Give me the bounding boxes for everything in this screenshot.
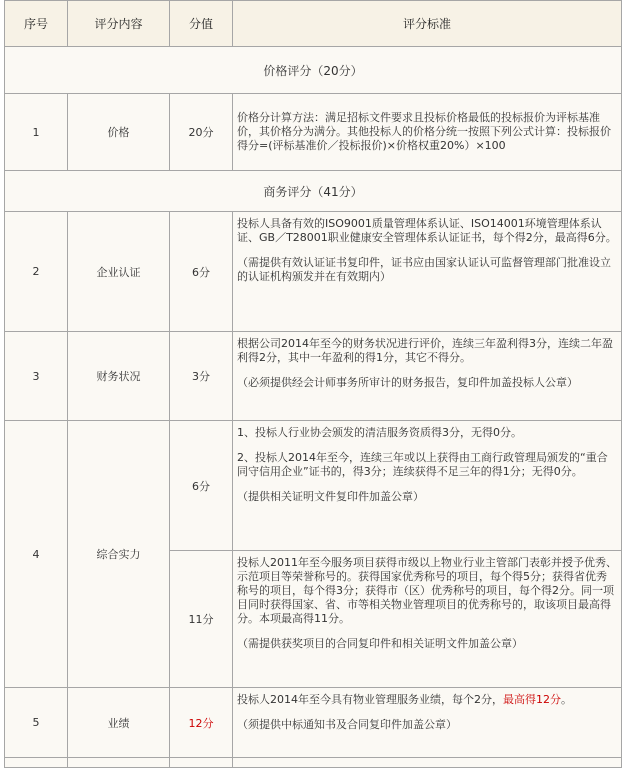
row-standard xyxy=(233,551,622,688)
row-standard xyxy=(233,332,622,421)
standard-paragraph: 投标人具备有效的ISO9001质量管理体系认证、ISO14001环境管理体系认证、GB／T28001职业健康安全管理体系认证证书，每个得2分，最高得6分。 xyxy=(237,217,617,244)
row-score: 11分 xyxy=(170,551,233,688)
row-score: 12分 xyxy=(170,688,233,758)
empty-cell xyxy=(233,758,622,768)
header-standard: 评分标准 xyxy=(233,1,622,47)
standard-paragraph: 投标人2011年至今服务项目获得市级以上物业行业主管部门表彰并授予优秀、示范项目等荣誉称号的。获得国家优秀称号的项目，每个得5分；获得省优秀称号的项目，每个得3分；获得市（区）优秀称号的项目，每个得2分。同一项目同时获得国家、省、市等相关物业管理项目的优秀称号的，取该项目最高得分。本项最高得11分。 xyxy=(237,556,617,625)
row-standard xyxy=(233,688,622,758)
scoring-table xyxy=(4,0,622,768)
row-content: 业绩 xyxy=(68,688,170,758)
standard-note: （必须提供经会计师事务所审计的财务报告，复印件加盖投标人公章） xyxy=(237,376,578,389)
highlight-text: 最高得12分 xyxy=(503,693,561,706)
header-seq: 序号 xyxy=(5,1,68,47)
row-content: 综合实力 xyxy=(68,421,170,688)
standard-paragraph: 2、投标人2014年至今，连续三年或以上获得由工商行政管理局颁发的“重合同守信用企业”证书的，得3分；连续获得不足三年的得1分；无得0分。 xyxy=(237,451,608,478)
table-row xyxy=(5,212,622,332)
empty-cell xyxy=(170,758,233,768)
row-seq: 4 xyxy=(5,421,68,688)
standard-paragraph xyxy=(237,693,617,707)
header-content: 评分内容 xyxy=(68,1,170,47)
table-row xyxy=(5,332,622,421)
empty-cell xyxy=(5,758,68,768)
empty-cell xyxy=(68,758,170,768)
section-row-price xyxy=(5,47,622,94)
row-score: 20分 xyxy=(170,94,233,171)
row-seq: 2 xyxy=(5,212,68,332)
row-score: 6分 xyxy=(170,212,233,332)
standard-text: 。 xyxy=(561,693,572,706)
section-business-title: 商务评分（41分） xyxy=(5,171,622,212)
row-content: 财务状况 xyxy=(68,332,170,421)
row-standard: 价格分计算方法：满足招标文件要求且投标价格最低的投标报价为评标基准价，其价格分为满分。其他投标人的价格分统一按照下列公式计算：投标报价得分=(评标基准价／投标报价)×价格权重20%）×100 xyxy=(233,94,622,171)
section-price-title: 价格评分（20分） xyxy=(5,47,622,94)
table-row xyxy=(5,421,622,551)
row-standard xyxy=(233,212,622,332)
standard-paragraph: 1、投标人行业协会颁发的清洁服务资质得3分，无得0分。 xyxy=(237,426,522,439)
standard-note: （需提供获奖项目的合同复印件和相关证明文件加盖公章） xyxy=(237,637,523,650)
table-row xyxy=(5,688,622,758)
row-seq: 1 xyxy=(5,94,68,171)
standard-note: （提供相关证明文件复印件加盖公章） xyxy=(237,490,424,503)
table-row xyxy=(5,94,622,171)
table-row-cut xyxy=(5,758,622,768)
header-score: 分值 xyxy=(170,1,233,47)
standard-note: （需提供有效认证证书复印件，证书应由国家认证认可监督管理部门批准设立的认证机构颁发并在有效期内） xyxy=(237,256,611,283)
standard-paragraph: 根据公司2014年至今的财务状况进行评价，连续三年盈利得3分，连续二年盈利得2分，其中一年盈利的得1分，其它不得分。 xyxy=(237,337,613,364)
row-score: 3分 xyxy=(170,332,233,421)
row-standard xyxy=(233,421,622,551)
row-content: 价格 xyxy=(68,94,170,171)
section-row-business xyxy=(5,171,622,212)
row-score: 6分 xyxy=(170,421,233,551)
header-row xyxy=(5,1,622,47)
row-seq: 3 xyxy=(5,332,68,421)
row-seq: 5 xyxy=(5,688,68,758)
standard-note: （须提供中标通知书及合同复印件加盖公章） xyxy=(237,718,457,731)
standard-text: 投标人2014年至今具有物业管理服务业绩，每个2分， xyxy=(237,693,503,706)
row-content: 企业认证 xyxy=(68,212,170,332)
